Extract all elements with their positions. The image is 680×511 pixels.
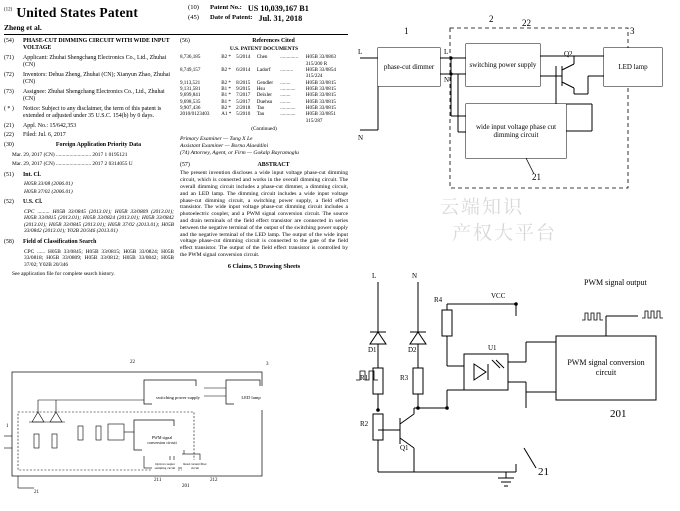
patent-left-column (4, 38, 178, 278)
cpc-search-row: CPC ...... H05B 33/0845; H05B 33/0815; H05B 33/0824; H05B 33/0818; H05B 33/0809; H05B 33/0812; H05B 33/0842; H05B 37/02; Y02B 20/346 (24, 248, 174, 268)
ref-name: Chen (256, 54, 268, 61)
us-patent-docs-subhead: U.S. PATENT DOCUMENTS (229, 46, 299, 53)
block-terminal-n: N (358, 134, 364, 142)
field-54-tag: (54) (4, 38, 14, 44)
uscl-row: CPC ......... H05B 33/0845 (2013.01); H05B 33/0809 (2013.01); H05B 33/0815 (2013.01); H05B 33/0824 (2013.01); H05B 33/0842 (2013.01); H05B 33/0845 (2013.01); H05B 37/02 (2013.01); H05B 33/0842 (2013.01); Y02B 20/346 (2013.01) (24, 208, 174, 235)
field-30 (4, 142, 174, 149)
field-22 (4, 132, 174, 139)
ref-kind: A1 * (221, 111, 232, 118)
block-terminal-l: L (358, 48, 363, 56)
field-71-value: Applicant: Zhuhai Shengchang Electronics Co., Ltd., Zhuhai (CN) (23, 54, 167, 69)
patent-header (4, 4, 348, 32)
patent-date-tag: (45) (188, 14, 199, 21)
schematic-label-N: N (412, 272, 418, 280)
ref-class: H05B 33/0815 (305, 98, 336, 105)
search-history-note: See application file for complete search history. (12, 271, 115, 278)
field-73-tag: (73) (4, 88, 14, 95)
fig-small-num-22: 22 (130, 360, 135, 365)
ref-name: Duehsu (256, 98, 273, 105)
schematic-label-pwm-output: PWM signal output (584, 278, 647, 287)
ref-subclass: 315/224 (305, 73, 323, 80)
header-divider (4, 34, 348, 35)
continued-note: (Continued) (251, 126, 277, 133)
ref-dots: ............ (280, 86, 296, 92)
intcl-row-2: H05B 37/02 (2006.01) (24, 188, 73, 195)
field-52 (4, 199, 174, 206)
ref-dots: ............ (280, 105, 296, 112)
patent-number-label: Patent No.: (210, 4, 242, 11)
fig-small-num-212: 212 (210, 478, 218, 483)
ref-number: 9,699,841 (179, 92, 201, 99)
patent-title-row (4, 4, 186, 22)
ref-kind: B1 * (221, 86, 231, 92)
schematic-pwm-conversion-box-label: PWM signal conversion circuit (558, 338, 654, 398)
field-30-tag: (30) (4, 141, 14, 148)
block-diagram (356, 4, 678, 254)
block-terminal-n2: N (444, 76, 450, 84)
fig-small-opto-box-label: Optical coupler sampling circuit (152, 460, 178, 474)
ref-date: 9/2015 (236, 86, 251, 92)
field-22-value: Filed: Jul. 6, 2017 (23, 132, 66, 139)
ref-class: H05B 33/0815 (305, 79, 336, 86)
patent-number-value: US 10,039,167 B1 (247, 4, 309, 13)
patent-number-row (188, 4, 346, 13)
fig-small-switching-box-label: switching power supply (152, 386, 204, 410)
field-73-value: Assignee: Zhuhai Shengchang Electronics Co., Ltd., Zhuhai (CN) (23, 88, 165, 102)
schematic-label-R1: R1 (360, 374, 369, 382)
fig-small-num-201: 201 (182, 484, 190, 489)
field-51-tag: (51) (4, 171, 14, 178)
block-num-21: 21 (532, 172, 541, 182)
ref-subclass: 315/200 R (305, 60, 328, 67)
schematic-label-201: 201 (610, 408, 627, 420)
ref-dots: .............. (280, 54, 299, 61)
block-num-3: 3 (630, 26, 635, 36)
schematic-label-R3: R3 (400, 374, 409, 382)
block-switching-power-supply: switching power supply (466, 44, 540, 86)
block-wide-input-voltage-phase-cut-dimming: wide input voltage phase cut dimming circuit (466, 104, 566, 158)
ref-class: H05B 33/0815 (305, 92, 336, 99)
field-54 (4, 38, 174, 52)
page-title: United States Patent (16, 5, 139, 20)
fig-small-pwm-box-label: PWM signal conversion circuit (142, 426, 182, 456)
field-58-head: Field of Classification Search (23, 238, 97, 245)
claims-sheets-line: 6 Claims, 5 Drawing Sheets (227, 262, 301, 270)
ref-kind: B2 * (221, 79, 231, 86)
schematic-label-L: L (372, 272, 377, 280)
field-notice (4, 106, 174, 120)
assistant-examiner: Assistant Examiner — Borna Alaeddini (179, 143, 269, 150)
figure-small-overview (4, 360, 348, 504)
ref-date: 7/2017 (236, 92, 251, 99)
field-21-value: Appl. No.: 15/642,353 (23, 122, 77, 129)
ref-date: 5/2017 (236, 98, 251, 105)
fig-small-num-21: 21 (34, 490, 39, 495)
field-52-head: U.S. Cl. (23, 199, 43, 206)
watermark-line1: 云端知识 (440, 196, 525, 218)
field-21 (4, 123, 174, 130)
field-54-value: PHASE-CUT DIMMING CIRCUIT WITH WIDE INPUT VOLTAGE (23, 38, 170, 52)
schematic-label-21: 21 (538, 466, 549, 478)
schematic-label-D1: D1 (368, 346, 377, 354)
ref-number: 9,131,581 (179, 86, 201, 92)
block-num-22: 22 (522, 18, 531, 28)
priority-row-1: Mar. 29, 2017 (CN) .......................... 2017 1 0195121 (12, 151, 128, 158)
field-22-tag: (22) (4, 132, 14, 139)
ref-dots: ........ (280, 98, 291, 105)
field-21-tag: (21) (4, 122, 14, 129)
field-51 (4, 172, 174, 179)
patent-right-column (178, 38, 348, 278)
primary-examiner: Primary Examiner — Tung X Le (179, 136, 253, 143)
block-num-1: 1 (404, 26, 409, 36)
fig-small-num-3: 3 (266, 362, 269, 367)
ref-name: Hsu (256, 86, 265, 92)
ref-number: 9,907,436 (179, 105, 201, 112)
field-57-tag: (57) (179, 162, 190, 169)
ref-number: 2010/0123403 (179, 111, 210, 118)
ref-number: 9,113,521 (179, 79, 201, 86)
block-terminal-l2: L (444, 48, 449, 56)
kind-code: (12) (4, 7, 13, 13)
ref-name: Tau (256, 111, 265, 118)
patent-date-value: Jul. 31, 2018 (258, 14, 303, 23)
field-notice-tag: ( * ) (4, 105, 14, 112)
patent-number-tag: (10) (188, 4, 199, 11)
patent-two-columns (4, 38, 348, 278)
ref-date: 5/2010 (236, 111, 251, 118)
ref-kind: B1 * (221, 98, 231, 105)
field-57 (180, 162, 348, 169)
ref-date: 8/2015 (236, 79, 251, 86)
ref-class: H05B 33/0863 (305, 54, 336, 61)
block-label-q2: Q2 (564, 50, 573, 58)
field-58 (4, 239, 174, 246)
schematic-label-VCC: VCC (491, 292, 506, 300)
field-30-head: Foreign Application Priority Data (55, 141, 142, 148)
block-led-lamp: LED lamp (604, 48, 662, 86)
ref-kind: B2 * (221, 105, 231, 112)
ref-number: 8,736,185 (179, 54, 201, 61)
ref-date: 2/2018 (236, 105, 251, 112)
field-56 (180, 38, 348, 45)
schematic-label-R4: R4 (434, 296, 443, 304)
ref-dots: .......... (280, 66, 294, 73)
block-num-2: 2 (489, 14, 494, 24)
field-52-tag: (52) (4, 199, 14, 206)
fig-small-num-1: 1 (6, 424, 9, 429)
ref-date: 5/2014 (236, 54, 251, 61)
ref-class: H05B 33/0815 (305, 86, 336, 92)
ref-dots: ............ (280, 111, 296, 118)
fig-small-filter-box-label: Read current filter circuit (182, 460, 208, 474)
abstract-text: The present invention discloses a wide input voltage phase-cut dimming circuit, which is connected and works in the overall dimming circuit. The overall dimming circuit includes a phase-cut dimmer, a dimming circuit, and an LED lamp. The dimming circuit includes a wide input voltage phase-cut dimming circuit, a switching power supply, a field effect transistor. The wide input voltage phase-cut dimming circuit includes a photoelectric coupler, and a PWM signal conversion circuit. The source and drain terminals of the field effect transistor are connected in series between the negative terminal of the output of the switching power supply and the negative terminal of the LED lamp. The output of the wide input voltage phase-cut dimming circuit is connected to the gate of the field effect transistor. The output of the field effect transistor is controlled by the PWM signal conversion circuit. (179, 170, 348, 259)
abstract-head: ABSTRACT (257, 162, 290, 169)
watermark-line2: 产权大平台 (452, 221, 558, 244)
block-phase-cut-dimmer: phase-cut dimmer (378, 48, 440, 86)
inventor-line: Zheng et al. (4, 23, 42, 32)
field-71-tag: (71) (4, 54, 14, 61)
ref-class: H05B 33/0854 (305, 66, 336, 73)
schematic-diagram (356, 258, 678, 506)
field-71 (4, 55, 174, 69)
ref-kind: B2 * (221, 66, 231, 73)
examiner-block (180, 136, 348, 157)
ref-kind: B2 * (221, 54, 231, 61)
intcl-row-1: H05B 33/08 (2006.01) (24, 181, 73, 188)
ref-name: Gendler (256, 79, 274, 86)
ref-date: 6/2014 (236, 66, 251, 73)
field-51-head: Int. Cl. (23, 171, 41, 178)
table-row (180, 118, 348, 124)
ref-name: Ladorf (256, 66, 271, 73)
ref-class: H05B 33/0815 (305, 105, 336, 112)
schematic-label-D2: D2 (408, 346, 417, 354)
schematic-label-R2: R2 (360, 420, 369, 428)
field-72-value: Inventors: Dehua Zheng, Zhuhai (CN); Xianyun Zhao, Zhuhai (CN) (23, 71, 171, 86)
fig-small-led-box-label: LED lamp (234, 386, 268, 410)
ref-class: H05B 33/0851 (305, 111, 336, 118)
schematic-label-Q1: Q1 (400, 444, 409, 452)
ref-kind: B1 * (221, 92, 231, 99)
ref-name: Deixler (256, 92, 272, 99)
priority-row-2: Mar. 29, 2017 (CN) .......................... 2017 2 0314055 U (12, 161, 133, 168)
fig-small-num-211: 211 (154, 478, 162, 483)
ref-dots: ........ (280, 79, 291, 86)
field-56-tag: (56) (179, 38, 190, 44)
field-72 (4, 72, 174, 86)
ref-dots: ........ (280, 92, 291, 99)
field-73 (4, 89, 174, 103)
schematic-label-U1: U1 (488, 344, 497, 352)
references-table (180, 54, 348, 124)
field-notice-value: Notice: Subject to any disclaimer, the term of this patent is extended or adjusted under 35 U.S.C. 154(b) by 0 days. (23, 105, 162, 119)
field-58-tag: (58) (4, 238, 14, 245)
table-row (180, 111, 348, 117)
ref-subclass: 315/287 (305, 117, 323, 124)
ref-name: Tao (256, 105, 265, 112)
patent-date-row (188, 14, 346, 23)
patent-date-label: Date of Patent: (210, 14, 253, 21)
ref-number: 9,698,535 (179, 98, 201, 105)
attorney: (74) Attorney, Agent, or Firm — Gokalp Bayramoglu (179, 150, 299, 157)
field-72-tag: (72) (4, 71, 14, 78)
ref-number: 8,749,157 (179, 66, 201, 73)
field-56-head: References Cited (252, 38, 295, 44)
